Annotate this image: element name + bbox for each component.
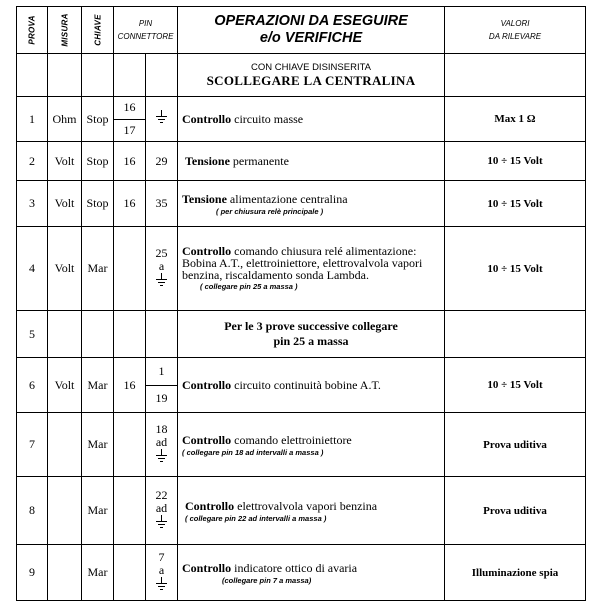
table-row: 7 Mar 18 ad Controllo comando elettroiniettore ( collegare pin 18 ad intervalli a massa ) Prova uditiva [17, 413, 586, 477]
misura-header: MISURA [48, 7, 82, 54]
prova-header: PROVA [17, 7, 48, 54]
operations-header: OPERAZIONI DA ESEGUIRE e/o VERIFICHE [178, 7, 445, 54]
table-row: 9 Mar 7 a Controllo indicatore ottico di avaria (collegare pin 7 a massa) Illuminazione spia [17, 545, 586, 601]
table-row: 4 Volt Mar 25 a Controllo comando chiusura relé alimentazione: Bobina A.T., elettroiniettore, elettrovalvola vapori benzina, riscaldamento sonda Lambda. ( collegare pin 25 a massa ) 10 ÷ 15 Volt [17, 227, 586, 311]
pin-header: PIN CONNETTORE [114, 7, 178, 54]
table-row: 5 Per le 3 prove successive collegare pin 25 a massa [17, 311, 586, 358]
ground-icon [156, 449, 168, 463]
values-header: VALORI DA RILEVARE [445, 7, 586, 54]
table-row: 2 Volt Stop 16 29 Tensione permanente 10 ÷ 15 Volt [17, 142, 586, 181]
header-row [17, 7, 586, 54]
table-row: 6 Volt Mar 16 1 19 Controllo circuito continuità bobine A.T. 10 ÷ 15 Volt [17, 358, 586, 413]
table-row: 1 Ohm Stop 16 17 Controllo circuito masse Max 1 Ω [17, 97, 586, 142]
ground-icon [156, 515, 168, 529]
table-row: 8 Mar 22 ad Controllo elettrovalvola vapori benzina ( collegare pin 22 ad intervalli a massa ) Prova uditiva [17, 477, 586, 545]
ground-icon [156, 273, 168, 287]
procedure-table [16, 6, 586, 601]
pin-split: 16 17 [114, 97, 146, 142]
ground-icon [156, 577, 168, 591]
intro-instruction: CON CHIAVE DISINSERITA SCOLLEGARE LA CENTRALINA [178, 54, 445, 97]
pin-split: 1 19 [146, 358, 178, 413]
intro-row [17, 54, 586, 97]
chiave-header: CHIAVE [82, 7, 114, 54]
table-row: 3 Volt Stop 16 35 Tensione alimentazione centralina ( per chiusura relè principale ) 10 ÷ 15 Volt [17, 181, 586, 227]
ground-icon [156, 110, 168, 124]
